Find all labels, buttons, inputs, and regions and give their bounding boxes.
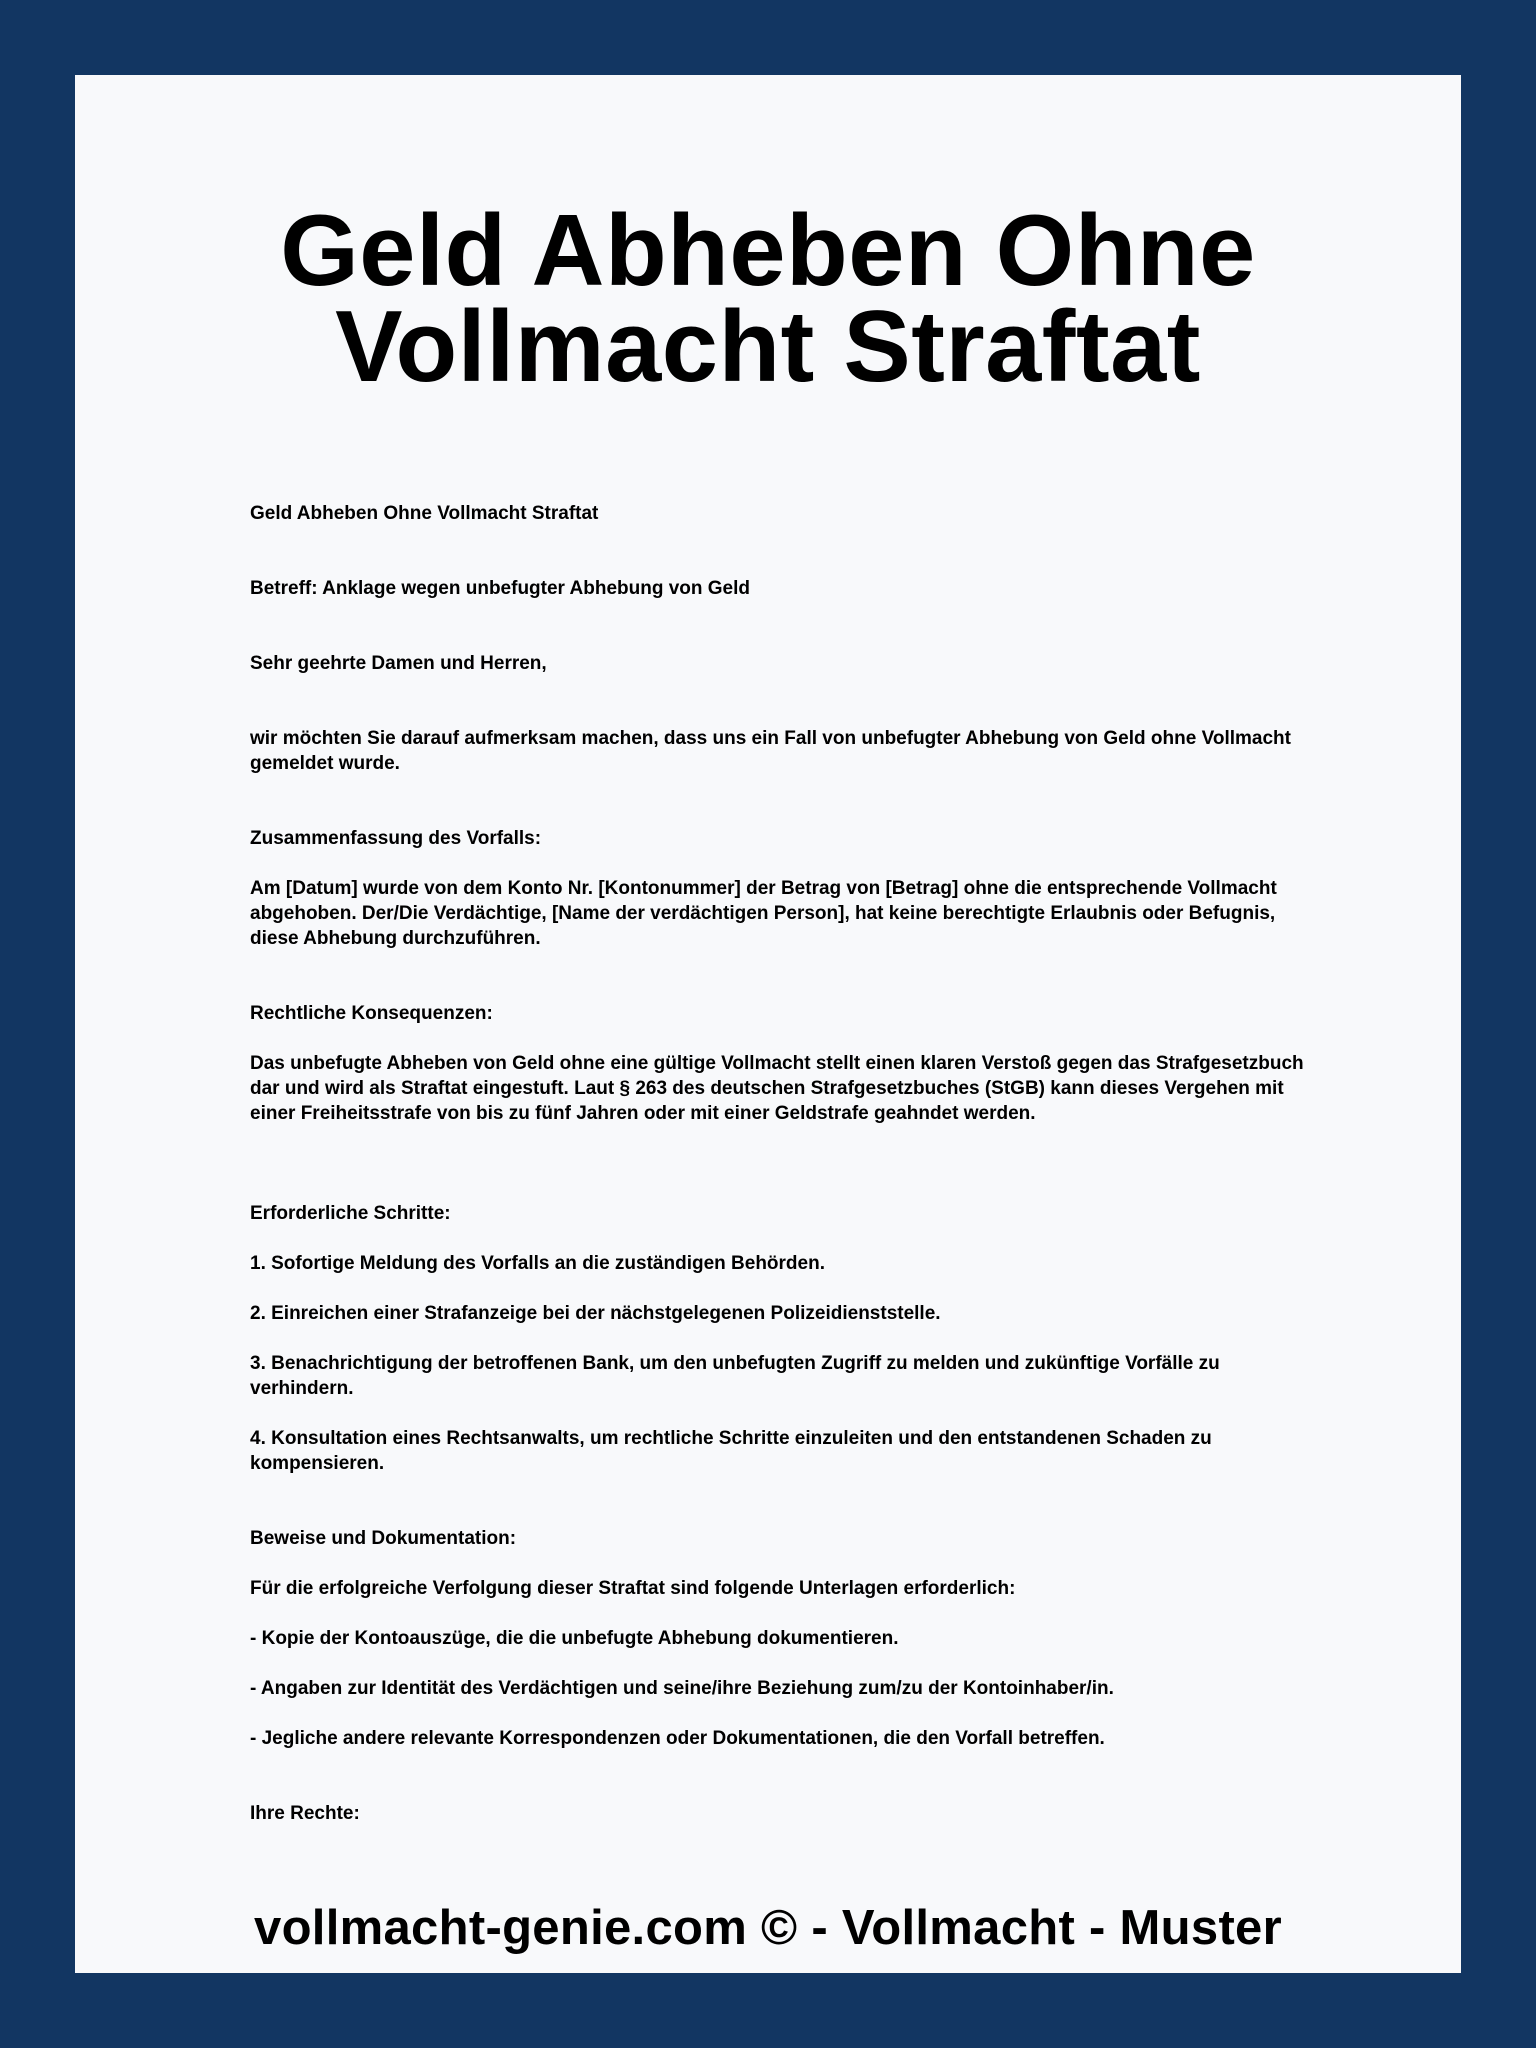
step-item: 1. Sofortige Meldung des Vorfalls an die zuständigen Behörden.	[250, 1253, 825, 1274]
evidence-item: - Angaben zur Identität des Verdächtigen und seine/ihre Beziehung zum/zu der Kontoinhaber/in.	[250, 1678, 1114, 1699]
consequences-paragraph: Das unbefugte Abheben von Geld ohne eine gültige Vollmacht stellt einen klaren Verstoß gegen das Strafgesetzbuch dar und wird als Straftat eingestuft. Laut § 263 des deutschen Strafgesetzbuches (StGB) kann dieses Vergehen mit einer Freiheitsstrafe von bis zu fünf Jahren oder mit einer Geldstrafe geahndet werden.	[250, 1053, 1304, 1124]
section-heading-evidence: Beweise und Dokumentation:	[250, 1528, 517, 1549]
evidence-intro: Für die erfolgreiche Verfolgung dieser Straftat sind folgende Unterlagen erforderlich:	[250, 1578, 1016, 1599]
section-heading-rights: Ihre Rechte:	[250, 1803, 360, 1824]
section-heading-summary: Zusammenfassung des Vorfalls:	[250, 828, 542, 849]
section-heading-consequences: Rechtliche Konsequenzen:	[250, 1003, 493, 1024]
summary-paragraph: Am [Datum] wurde von dem Konto Nr. [Kontonummer] der Betrag von [Betrag] ohne die entsprechende Vollmacht abgehoben. Der/Die Verdächtige, [Name der verdächtigen Person], hat keine berechtigte Erlaubnis oder Befugnis, diese Abhebung durchzuführen.	[250, 878, 1277, 949]
step-item: 2. Einreichen einer Strafanzeige bei der nächstgelegenen Polizeidienststelle.	[250, 1303, 941, 1324]
evidence-item: - Kopie der Kontoauszüge, die die unbefugte Abhebung dokumentieren.	[250, 1628, 899, 1649]
document-page	[75, 75, 1461, 1973]
section-heading-steps: Erforderliche Schritte:	[250, 1203, 451, 1224]
subject-line: Betreff: Anklage wegen unbefugter Abhebung von Geld	[250, 578, 751, 599]
page-title: Geld Abheben Ohne Vollmacht Straftat	[280, 195, 1256, 403]
document-heading: Geld Abheben Ohne Vollmacht Straftat	[250, 503, 599, 524]
footer-watermark: vollmacht-genie.com © - Vollmacht - Muster	[254, 1901, 1282, 1955]
intro-paragraph: wir möchten Sie darauf aufmerksam machen, dass uns ein Fall von unbefugter Abhebung von Geld ohne Vollmacht gemeldet wurde.	[250, 728, 1291, 774]
evidence-item: - Jegliche andere relevante Korrespondenzen oder Dokumentationen, die den Vorfall betreffen.	[250, 1728, 1105, 1749]
step-item: 4. Konsultation eines Rechtsanwalts, um rechtliche Schritte einzuleiten und den entstandenen Schaden zu kompensieren.	[250, 1428, 1212, 1474]
salutation: Sehr geehrte Damen und Herren,	[250, 653, 547, 674]
step-item: 3. Benachrichtigung der betroffenen Bank, um den unbefugten Zugriff zu melden und zukünftige Vorfälle zu verhindern.	[250, 1353, 1220, 1399]
